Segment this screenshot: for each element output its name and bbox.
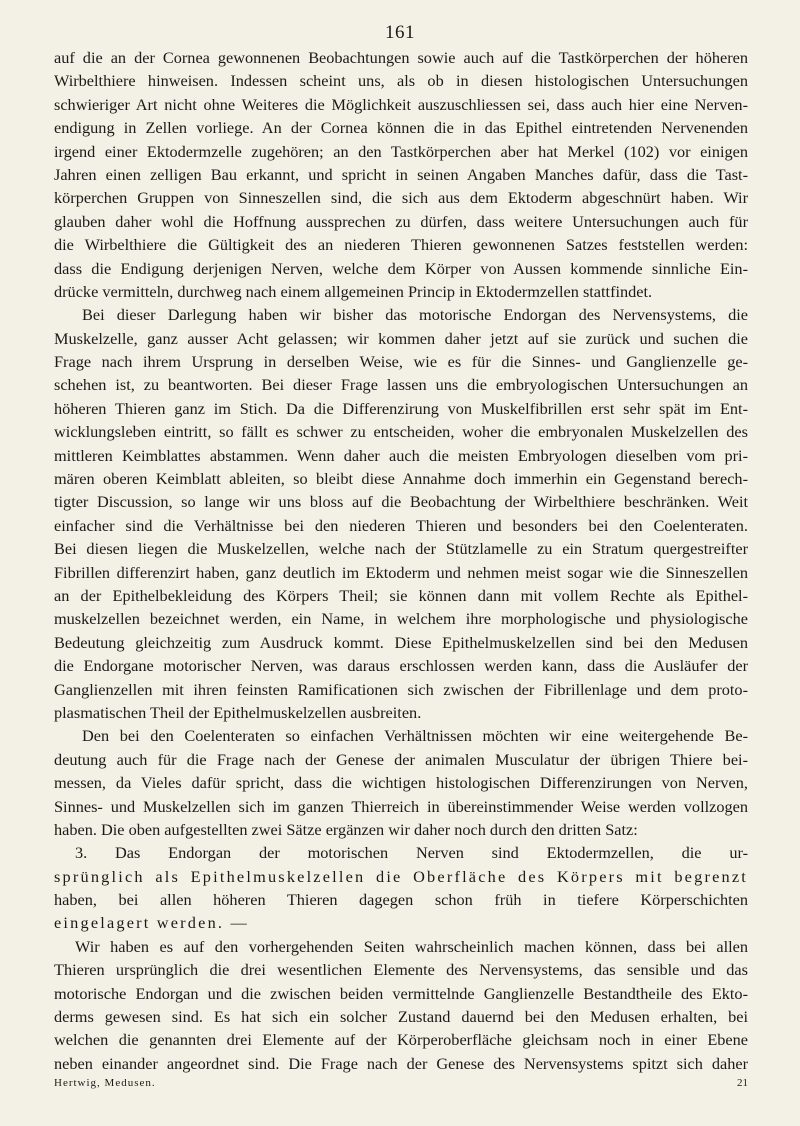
- text-line: tigter Discussion, so lange wir uns bloss auf die Beobachtung der Wirbelthiere beschränken. Weit: [54, 492, 748, 512]
- text-line: endigung in Zellen vorliege. An der Cornea können die in das Epithel eintretenden Nervenenden: [54, 118, 748, 138]
- text-line: Bedeutung gleichzeitig zum Ausdruck kommt. Diese Epithelmuskelzellen sind bei den Medusen: [54, 632, 748, 652]
- text-line: an der Epithelbekleidung des Körpers Theil; sie können dann mit vollem Rechte als Epithel-: [54, 585, 748, 605]
- emphasized-line: 3. Das Endorgan der motorischen Nerven sind Ektodermzellen, die ur-: [75, 843, 748, 863]
- text-line: Bei dieser Darlegung haben wir bisher das motorische Endorgan des Nervensystems, die: [82, 305, 748, 325]
- text-line: dass die Endigung derjenigen Nerven, welche dem Körper von Aussen kommende sinnliche Ein-: [54, 258, 748, 278]
- emphasized-line: haben, bei allen höheren Thieren dagegen schon früh in tiefere Körperschichten: [54, 890, 748, 910]
- text-line: glauben daher wohl die Hoffnung aussprechen zu dürfen, dass weitere Untersuchungen auch für: [54, 211, 748, 231]
- emphasized-line: eingelagert werden. —: [54, 913, 249, 933]
- text-line: welchen die genannten drei Elemente auf der Körperoberfläche gleichsam noch in einer Ebene: [54, 1030, 748, 1050]
- text-line: Den bei den Coelenteraten so einfachen Verhältnissen möchten wir eine weitergehende Be-: [82, 726, 748, 746]
- text-line: die Endorgane motorischer Nerven, was daraus erschlossen werden kann, dass die Ausläufer der: [54, 656, 748, 676]
- body-text: [54, 46, 748, 1075]
- text-line: Wirbelthiere hinweisen. Indessen scheint uns, als ob in diesen histologischen Untersuchungen: [54, 71, 748, 91]
- text-line: motorische Endorgan und die zwischen beiden vermittelnde Ganglienzelle Bestandtheile des Ekto-: [54, 983, 748, 1003]
- text-line: deutung auch für die Frage nach der Genese der animalen Musculatur der übrigen Thiere bei-: [54, 749, 748, 769]
- text-line: neben einander angeordnet sind. Die Frage nach der Genese des Nervensystems spitzt sich daher: [54, 1053, 748, 1073]
- text-line: schwieriger Art nicht ohne Weiteres die Möglichkeit auszuschliessen sei, dass auch hier eine Nerven-: [54, 94, 748, 114]
- text-line: Wir haben es auf den vorhergehenden Seiten wahrscheinlich machen können, dass bei allen: [75, 936, 748, 956]
- text-line: Frage nach ihrem Ursprung in derselben Weise, wie es für die Sinnes- und Ganglienzelle ge-: [54, 352, 748, 372]
- text-line: wicklungsleben eintritt, so fällt es schwer zu entscheiden, woher die embryonalen Muskelzellen des: [54, 422, 748, 442]
- text-line: messen, da Vieles dafür spricht, dass die wichtigen histologischen Differenzirungen von Nerven,: [54, 773, 748, 793]
- text-line: schehen ist, zu beantworten. Bei dieser Frage lassen uns die embryologischen Untersuchungen an: [54, 375, 748, 395]
- text-line: Bei diesen liegen die Muskelzellen, welche nach der Stützlamelle zu ein Stratum quergestreifter: [54, 539, 748, 559]
- footer-signature: Hertwig, Medusen.: [54, 1077, 156, 1089]
- text-line: plasmatischen Theil der Epithelmuskelzellen ausbreiten.: [54, 702, 422, 722]
- text-line: höheren Thieren ganz im Stich. Da die Differenzirung von Muskelfibrillen erst sehr spät im Ent-: [54, 398, 748, 418]
- text-line: die Wirbelthiere die Gültigkeit des an niederen Thieren gewonnenen Satzes feststellen werden:: [54, 235, 748, 255]
- text-line: Jahren einen zelligen Bau erkannt, und spricht in seinen Angaben Manches dafür, dass die Tast-: [54, 164, 748, 184]
- text-line: Muskelzelle, ganz ausser Acht gelassen; wir kommen daher jetzt auf sie zurück und suchen die: [54, 328, 748, 348]
- text-line: körperchen Gruppen von Sinneszellen sind, die sich aus dem Ektoderm abgeschnürt haben. Wir: [54, 188, 748, 208]
- text-line: muskelzellen bezeichnet werden, ein Name, in welchem ihre morphologische und physiologische: [54, 609, 748, 629]
- text-line: drücke vermitteln, durchweg nach einem allgemeinen Princip in Ektodermzellen stattfindet.: [54, 281, 653, 301]
- page-number: 161: [385, 22, 415, 43]
- text-line: Sinnes- und Muskelzellen sich im ganzen Thierreich in übereinstimmender Weise werden vollzogen: [54, 796, 748, 816]
- text-line: mittleren Keimblattes abstammen. Wenn daher auch die meisten Embryologen dieselben vom pri-: [54, 445, 748, 465]
- text-line: Thieren ursprünglich die drei wesentlichen Elemente des Nervensystems, das sensible und das: [54, 960, 748, 980]
- text-line: Fibrillen differenzirt haben, ganz deutlich im Ektoderm und nehmen meist sogar wie die Sinneszellen: [54, 562, 748, 582]
- text-line: mären oberen Keimblatt ableiten, so bleibt diese Annahme doch immerhin ein Gegenstand berech-: [54, 469, 748, 489]
- text-line: Ganglienzellen mit ihren feinsten Ramificationen sich zwischen der Fibrillenlage und dem proto-: [54, 679, 748, 699]
- emphasized-line: sprünglich als Epithelmuskelzellen die Oberfläche des Körpers mit begrenzt: [54, 866, 748, 886]
- text-line: einfacher sind die Verhältnisse bei den niederen Thieren und besonders bei den Coelenteraten.: [54, 515, 748, 535]
- text-line: auf die an der Cornea gewonnenen Beobachtungen sowie auch auf die Tastkörperchen der höheren: [54, 48, 748, 67]
- text-line: irgend einer Ektodermzelle zugehören; an den Tastkörperchen aber hat Merkel (102) vor einigen: [54, 141, 748, 161]
- text-line: derms gewesen sind. Es hat sich ein solcher Zustand dauernd bei den Medusen erhalten, bei: [54, 1007, 748, 1027]
- page-footer: [54, 1077, 748, 1091]
- text-line: haben. Die oben aufgestellten zwei Sätze ergänzen wir daher noch durch den dritten Satz:: [54, 819, 638, 839]
- footer-sheet-number: 21: [737, 1077, 748, 1089]
